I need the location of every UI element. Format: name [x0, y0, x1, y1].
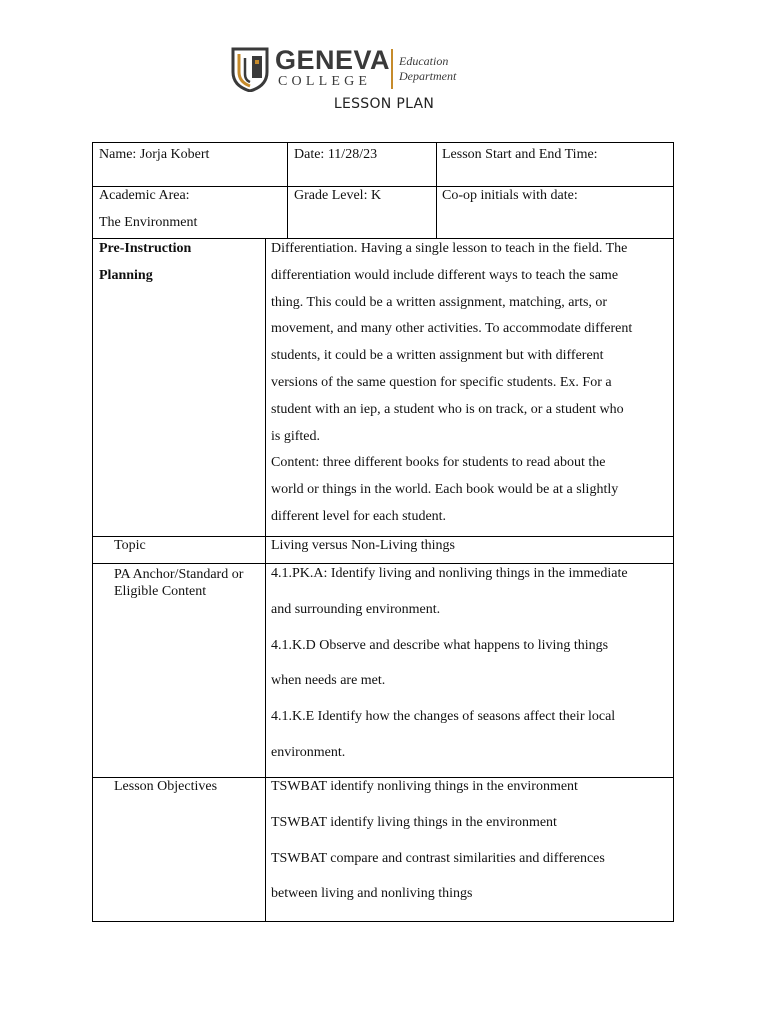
- page-title: LESSON PLAN: [333, 96, 435, 112]
- pre-instruction-label: [99, 236, 191, 290]
- text-line: 4.1.K.E Identify how the changes of seasons affect their local: [271, 709, 616, 725]
- text-line: and surrounding environment.: [271, 601, 441, 617]
- text-line: when needs are met.: [271, 673, 386, 689]
- text-line: 4.1.PK.A: Identify living and nonliving things in the immediate: [271, 566, 628, 581]
- standards-text: [271, 556, 628, 771]
- text-line: environment.: [271, 744, 346, 760]
- text-line: different level for each student.: [271, 508, 447, 524]
- objectives-text: [271, 769, 605, 912]
- lesson-plan-table: [92, 142, 674, 922]
- student-name: Name: Jorja Kobert: [99, 147, 210, 162]
- logo-geneva-text: GENEVA: [275, 45, 391, 75]
- text-line: thing. This could be a written assignment, matching, arts, or: [271, 294, 608, 310]
- coop-initials: Co-op initials with date:: [442, 188, 578, 203]
- grade-level: Grade Level: K: [294, 188, 382, 203]
- topic-value: Living versus Non-Living things: [271, 538, 455, 553]
- col-divider: [287, 143, 288, 239]
- text-line: movement, and many other activities. To accommodate different: [271, 321, 633, 337]
- text-line: differentiation would include different ways to teach the same: [271, 267, 619, 283]
- text-line: Differentiation. Having a single lesson to teach in the field. The: [271, 241, 628, 256]
- logo-dept-line2: Department: [399, 69, 457, 83]
- text-line: Content: three different books for students to read about the: [271, 455, 606, 471]
- academic-area-label: Academic Area:: [99, 188, 190, 203]
- pre-instruction-text: [271, 236, 632, 531]
- college-logo: [230, 45, 480, 95]
- standards-label: [114, 566, 243, 600]
- academic-area-value: The Environment: [99, 214, 198, 230]
- standards-label-line: Eligible Content: [114, 584, 207, 599]
- text-line: TSWBAT identify nonliving things in the environment: [271, 779, 578, 794]
- pre-instruction-label-line: Planning: [99, 267, 153, 283]
- text-line: between living and nonliving things: [271, 886, 473, 902]
- text-line: 4.1.K.D Observe and describe what happens to living things: [271, 637, 609, 653]
- col-divider: [436, 143, 437, 239]
- text-line: TSWBAT identify living things in the environment: [271, 814, 557, 830]
- text-line: world or things in the world. Each book would be at a slightly: [271, 482, 619, 498]
- crest-icon: [230, 46, 270, 92]
- text-line: is gifted.: [271, 428, 320, 444]
- logo-college-text: COLLEGE: [278, 74, 372, 89]
- academic-area: [99, 183, 197, 237]
- text-line: student with an iep, a student who is on track, or a student who: [271, 401, 624, 417]
- standards-label-line: PA Anchor/Standard or: [114, 567, 244, 582]
- text-line: students, it could be a written assignment but with different: [271, 348, 604, 364]
- objectives-label: Lesson Objectives: [114, 779, 218, 794]
- lesson-date: Date: 11/28/23: [294, 147, 378, 162]
- logo-department: [399, 54, 456, 84]
- pre-instruction-label-line: Pre-Instruction: [99, 241, 192, 256]
- logo-dept-line1: Education: [399, 54, 449, 68]
- logo-divider: [391, 49, 393, 89]
- text-line: TSWBAT compare and contrast similarities and differences: [271, 850, 605, 866]
- text-line: versions of the same question for specific students. Ex. For a: [271, 374, 612, 390]
- lesson-time-label: Lesson Start and End Time:: [442, 147, 598, 162]
- col-divider: [265, 238, 266, 921]
- topic-label: Topic: [114, 538, 146, 553]
